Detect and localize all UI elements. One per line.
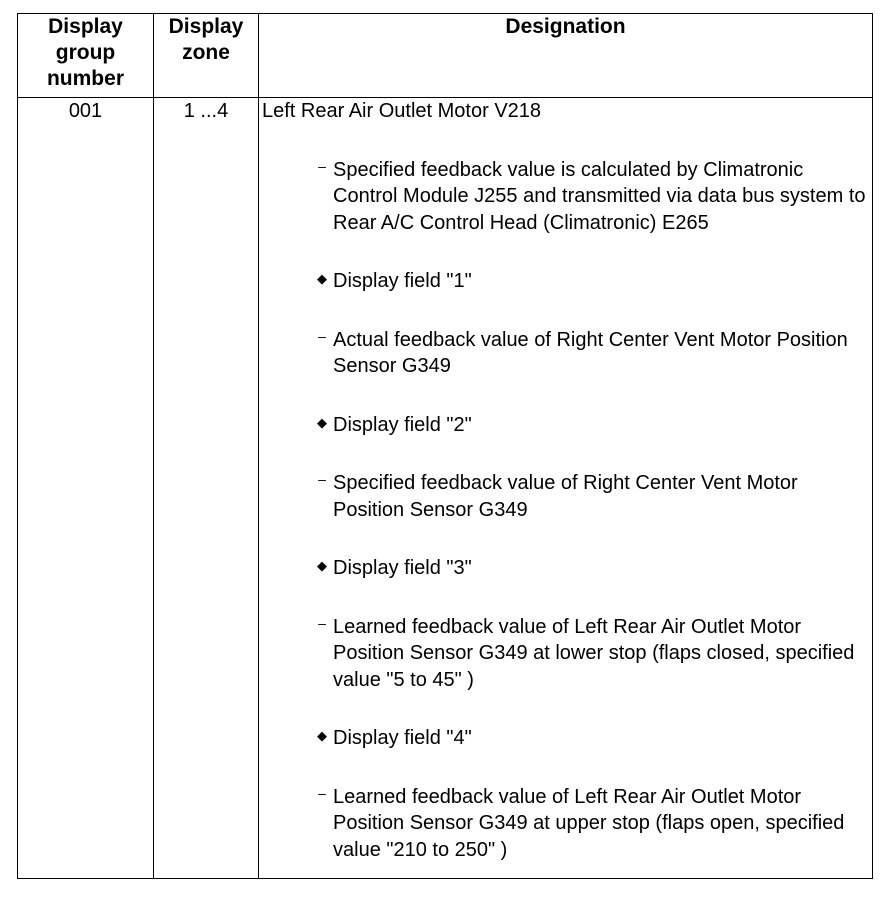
component-title: Left Rear Air Outlet Motor V218 (262, 100, 542, 122)
list-item (259, 784, 872, 864)
dash-bullet-icon: – (318, 471, 326, 487)
display-group-table (17, 13, 873, 879)
header-text: Display (48, 15, 123, 38)
list-item (259, 327, 872, 380)
entry-text: Display field "1" (333, 270, 472, 292)
header-text: Designation (505, 15, 626, 38)
dash-bullet-icon: – (318, 157, 326, 174)
diamond-bullet-icon: ◆ (317, 271, 327, 286)
header-text: Display (168, 15, 244, 38)
diamond-bullet-icon: ◆ (317, 728, 327, 743)
list-item (259, 157, 872, 237)
entry-text: Display field "3" (333, 557, 472, 579)
entry-text: Display field "4" (333, 727, 472, 749)
diamond-bullet-icon: ◆ (317, 414, 327, 430)
list-item (259, 614, 872, 694)
header-text: group (55, 41, 116, 64)
list-item (259, 725, 872, 752)
dash-bullet-icon: – (318, 784, 326, 801)
header-display-zone (154, 14, 259, 98)
list-item (259, 412, 872, 439)
list-item (259, 268, 872, 295)
list-item (259, 555, 872, 582)
designation-cell (259, 98, 873, 879)
entry-text: Learned feedback value of Left Rear Air Outlet Motor Position Sensor G349 at upper stop (flaps open, specified value "210 to 250" ) (333, 785, 845, 861)
table-row (18, 98, 873, 879)
entry-list (259, 157, 872, 864)
entry-text: Display field "2" (333, 413, 472, 436)
entry-text: Specified feedback value is calculated by Climatronic Control Module J255 and transmitted via data bus system to Rear A/C Control Head (Climatronic) E265 (333, 158, 866, 234)
header-designation (259, 14, 873, 98)
header-text: zone (182, 41, 230, 64)
header-text: number (46, 67, 124, 90)
dash-bullet-icon: – (318, 327, 326, 344)
dash-bullet-icon: – (318, 614, 326, 631)
entry-text: Specified feedback value of Right Center Vent Motor Position Sensor G349 (333, 472, 798, 521)
entry-text: Actual feedback value of Right Center Vent Motor Position Sensor G349 (333, 328, 848, 377)
header-display-group-number (18, 14, 154, 98)
zone-cell: 1 ...4 (154, 98, 259, 879)
group-number-cell: 001 (18, 98, 154, 879)
list-item (259, 470, 872, 523)
header-row (18, 14, 873, 98)
diamond-bullet-icon: ◆ (317, 558, 327, 573)
entry-text: Learned feedback value of Left Rear Air Outlet Motor Position Sensor G349 at lower stop (flaps closed, specified value "5 to 45" ) (333, 615, 855, 691)
